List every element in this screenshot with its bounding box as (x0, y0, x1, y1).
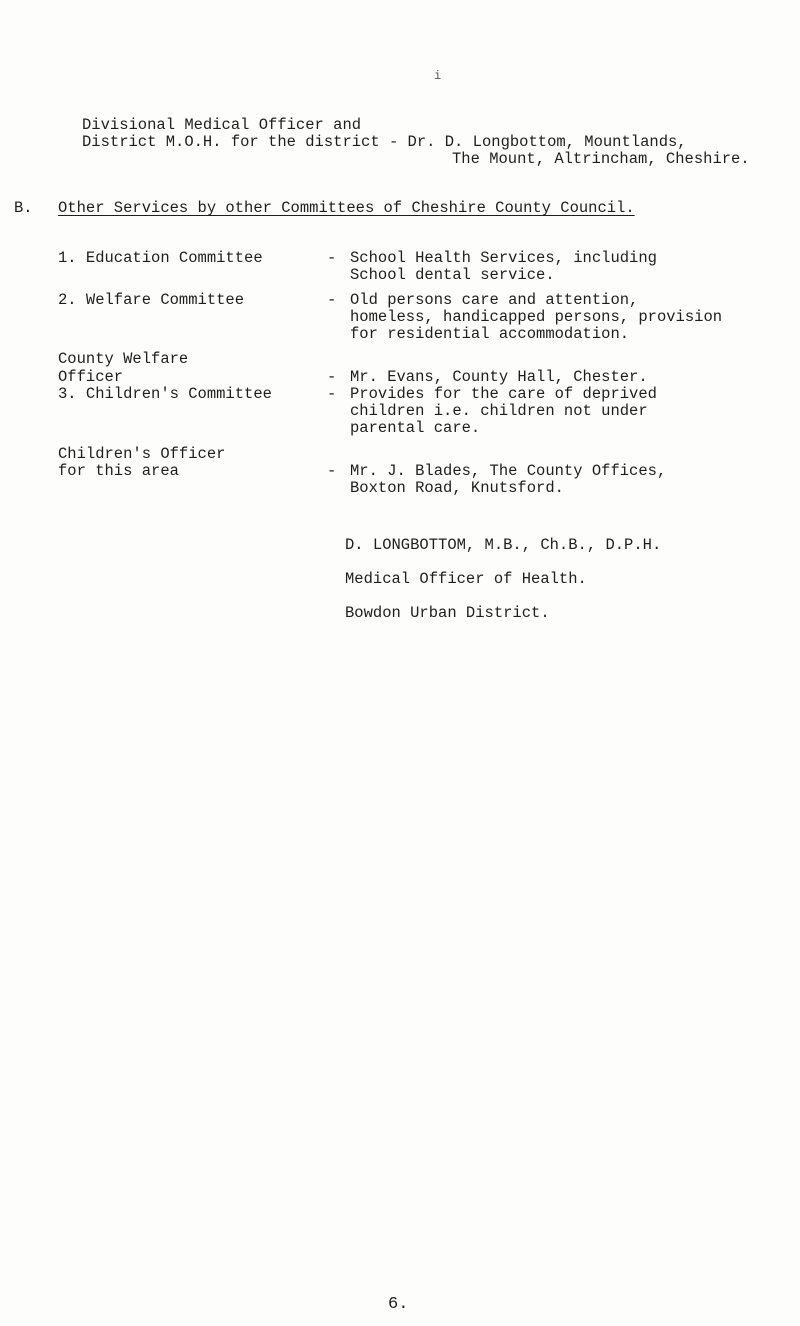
entry-dash: - (327, 462, 337, 480)
entry-label: Children's Officer (58, 445, 226, 463)
entry-desc-line: Provides for the care of deprived (350, 385, 657, 403)
entry-desc-line: Old persons care and attention, (350, 291, 639, 309)
entry-desc-line: for residential accommodation. (350, 325, 630, 343)
entry-label: 2. Welfare Committee (58, 291, 245, 309)
margin-mark: i (434, 69, 442, 83)
entry-desc-line: children i.e. children not under (350, 402, 648, 420)
header-line-3: The Mount, Altrincham, Cheshire. (452, 150, 750, 168)
entry-desc-line: homeless, handicapped persons, provision (350, 308, 723, 326)
signature-title: Medical Officer of Health. (345, 570, 587, 588)
entry-dash: - (327, 249, 337, 267)
entry-dash: - (327, 291, 337, 309)
entry-desc-line: Mr. Evans, County Hall, Chester. (350, 368, 648, 386)
entry-dash: - (327, 385, 337, 403)
entry-desc-line: School Health Services, including (350, 249, 657, 267)
entry-desc-line: Mr. J. Blades, The County Offices, (350, 462, 667, 480)
section-title: Other Services by other Committees of Cheshire County Council. (58, 199, 635, 217)
entry-label: 1. Education Committee (58, 249, 263, 267)
entry-desc-line: parental care. (350, 419, 481, 437)
page-number: 6. (388, 1295, 409, 1314)
signature-name: D. LONGBOTTOM, M.B., Ch.B., D.P.H. (345, 536, 662, 554)
entry-label: County Welfare (58, 350, 189, 368)
entry-desc-line: Boxton Road, Knutsford. (350, 479, 564, 497)
header-line-2: District M.O.H. for the district - Dr. D. Longbottom, Mountlands, (82, 133, 687, 151)
entry-label: 3. Children's Committee (58, 385, 272, 403)
header-line-1: Divisional Medical Officer and (82, 116, 362, 134)
entry-dash: - (327, 368, 337, 386)
section-letter: B. (14, 199, 33, 217)
entry-label: for this area (58, 462, 179, 480)
entry-label: Officer (58, 368, 124, 386)
signature-district: Bowdon Urban District. (345, 604, 550, 622)
entry-desc-line: School dental service. (350, 266, 555, 284)
